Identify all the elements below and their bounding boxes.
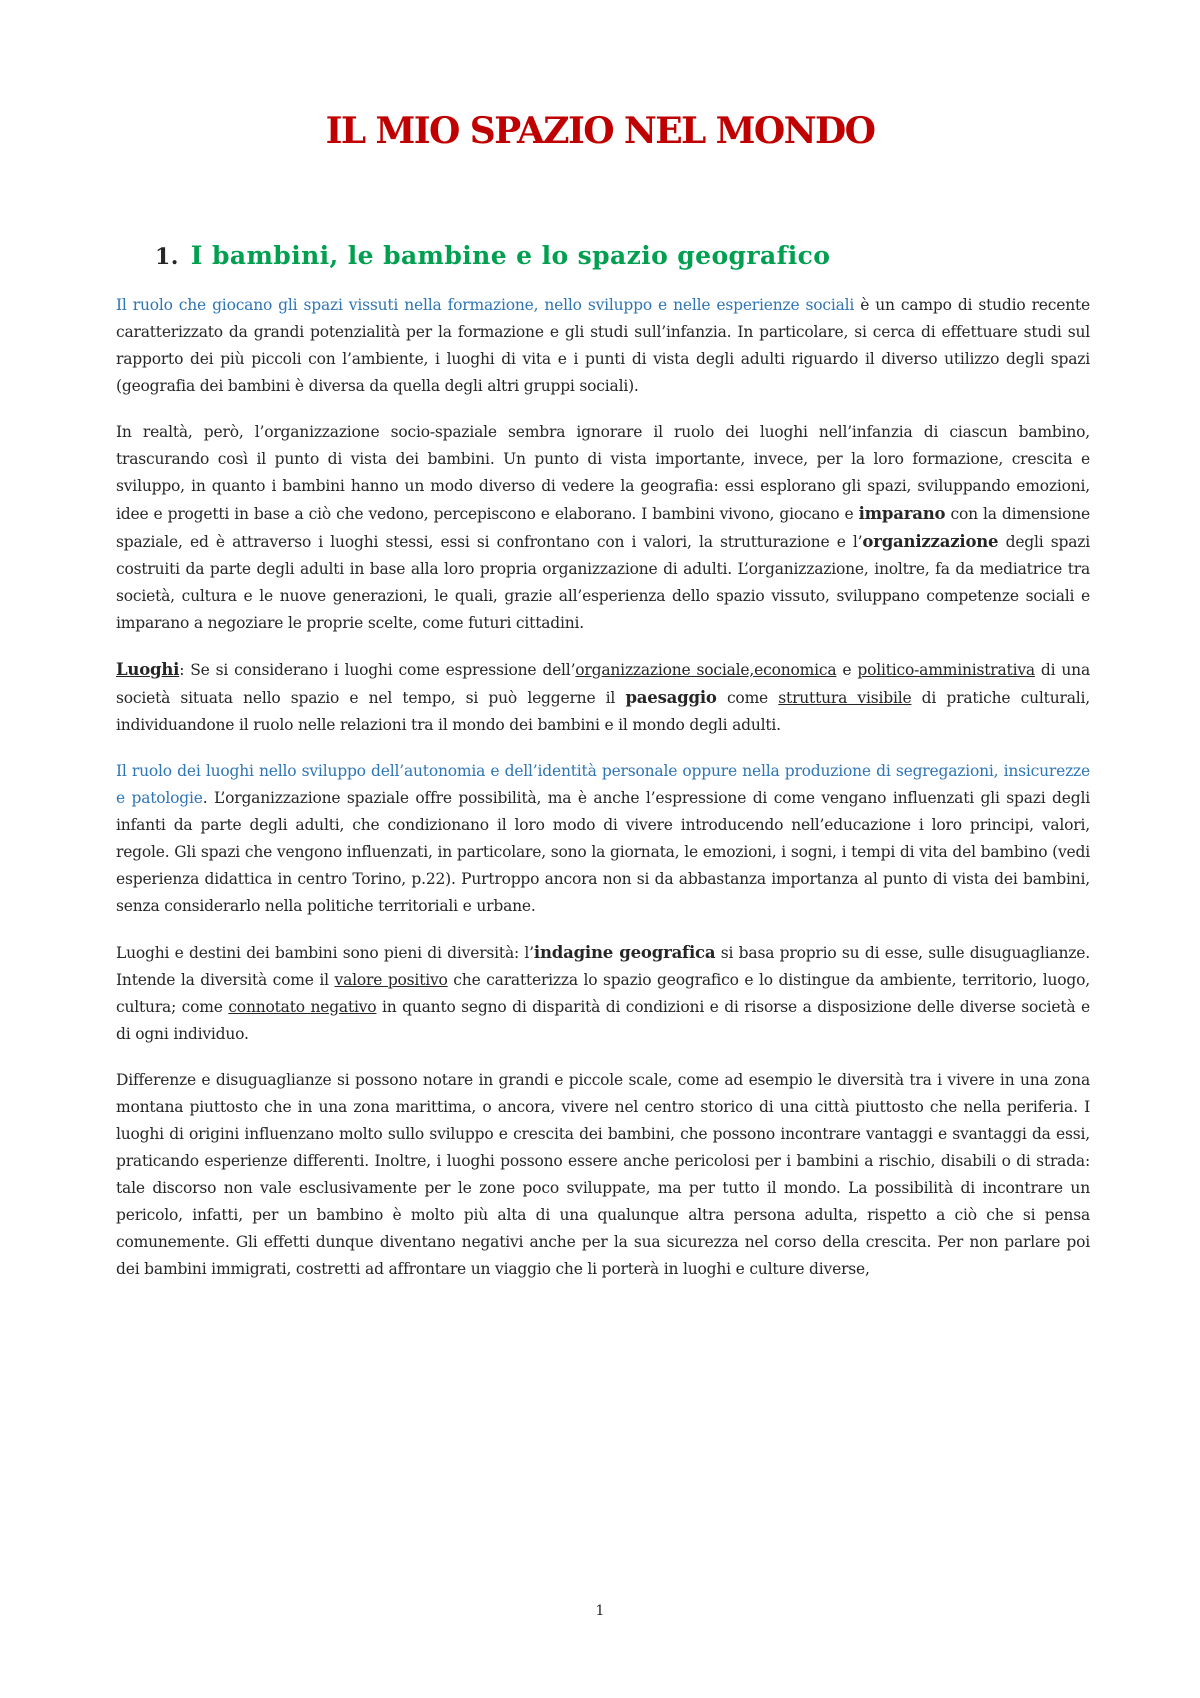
- paragraph-2: [116, 419, 1090, 637]
- section-title: I bambini, le bambine e lo spazio geografico: [190, 241, 831, 270]
- document-title: IL MIO SPAZIO NEL MONDO: [325, 110, 875, 152]
- bold-term: paesaggio: [625, 688, 717, 707]
- paragraph-text: . L’organizzazione spaziale offre possibilità, ma è anche l’espressione di come vengano influenzati gli spazi degli infanti da parte degli adulti, che condizionano il loro modo di vivere introducendo nell’educazione i loro principi, valori, regole. Gli spazi che vengono influenzati, in particolare, sono la giornata, le emozioni, i sogni, i tempi di vita del bambino (vedi esperienza didattica in centro Torino, p.22). Purtroppo ancora non si da abbastanza importanza al punto di vista dei bambini, senza considerarlo nella politiche territoriali e urbane.: [116, 789, 1090, 915]
- bold-term: organizzazione: [862, 532, 999, 551]
- paragraph-text: e: [836, 661, 858, 679]
- paragraph-text: degli spazi costruiti da parte degli adulti in base alla loro propria organizzazione di adulti. L’organizzazione, inoltre, fa da mediatrice tra società, cultura e le nuove generazioni, le quali, grazie all’esperienza dello spazio vissuto, sviluppano competenze sociali e imparano a negoziare le proprie scelte, come futuri cittadini.: [116, 533, 1090, 632]
- highlighted-lead: Il ruolo dei luoghi nello sviluppo dell’autonomia e dell’identità personale oppure nella produzione di segregazioni, insicurezze e patologie: [116, 762, 1090, 807]
- paragraph-4: [116, 758, 1090, 920]
- paragraph-text: che caratterizza lo spazio geografico e lo distingue da ambiente, territorio, luogo, cultura; come: [116, 971, 1090, 1016]
- underlined-term: politico-amministrativa: [857, 661, 1035, 679]
- bold-underlined-label: Luoghi: [116, 660, 180, 679]
- paragraph-6: Differenze e disuguaglianze si possono notare in grandi e piccole scale, come ad esempio le diversità tra i vivere in una zona montana piuttosto che in una zona marittima, o ancora, vivere nel centro storico di una città piuttosto che nella periferia. I luoghi di origini influenzano molto sullo sviluppo e crescita dei bambini, che possono incontrare vantaggi e svantaggi da essi, praticando esperienze differenti. Inoltre, i luoghi possono essere anche pericolosi per i bambini a rischio, disabili o di strada: tale discorso non vale esclusivamente per le zone poco sviluppate, ma per tutto il mondo. La possibilità di incontrare un pericolo, infatti, per un bambino è molto più alta di una qualunque altra persona adulta, rispetto a ciò che si pensa comunemente. Gli effetti dunque diventano negativi anche per la sua sicurezza nel corso della crescita. Per non parlare poi dei bambini immigrati, costretti ad affrontare un viaggio che li porterà in luoghi e culture diverse,: [116, 1071, 1090, 1278]
- document-body: [116, 292, 1090, 1302]
- bold-term: indagine geografica: [533, 943, 716, 962]
- section-number: 1.: [155, 244, 179, 270]
- highlighted-lead: Il ruolo che giocano gli spazi vissuti nella formazione, nello sviluppo e nelle esperienze sociali: [116, 296, 855, 314]
- underlined-term: organizzazione sociale,economica: [575, 661, 837, 679]
- section-heading: [155, 241, 830, 270]
- paragraph-text: di una società situata nello spazio e nel tempo, si può leggerne il: [116, 661, 1090, 707]
- underlined-term: struttura visibile: [778, 689, 912, 707]
- paragraph-text: con la dimensione spaziale, ed è attraverso i luoghi stessi, essi si confrontano con i valori, la strutturazione e l’: [116, 505, 1090, 551]
- paragraph-text: : Se si considerano i luoghi come espressione dell’: [179, 661, 576, 679]
- underlined-term: connotato negativo: [228, 998, 377, 1016]
- paragraph-text: In realtà, però, l’organizzazione socio-spaziale sembra ignorare il ruolo dei luoghi nell’infanzia di ciascun bambino, trascurando così il punto di vista dei bambini. Un punto di vista importante, invece, per la loro formazione, crescita e sviluppo, in quanto i bambini hanno un modo diverso di vedere la geografia: essi esplorano gli spazi, sviluppando emozioni, idee e progetti in base a ciò che vedono, percepiscono e elaborano. I bambini vivono, giocano e: [116, 423, 1090, 523]
- paragraph-1: [116, 292, 1090, 400]
- underlined-term: valore positivo: [334, 971, 448, 989]
- paragraph-text: Luoghi e destini dei bambini sono pieni di diversità: l’: [116, 944, 534, 962]
- paragraph-text: come: [716, 689, 779, 707]
- paragraph-text: di pratiche culturali, individuandone il ruolo nelle relazioni tra il mondo dei bambini e il mondo degli adulti.: [116, 689, 1090, 734]
- bold-term: imparano: [858, 504, 946, 523]
- paragraph-text: è un campo di studio recente caratterizzato da grandi potenzialità per la formazione e gli studi sull’infanzia. In particolare, si cerca di effettuare studi sul rapporto dei più piccoli con l’ambiente, i luoghi di vita e i punti di vista degli adulti riguardo il diverso utilizzo degli spazi (geografia dei bambini è diversa da quella degli altri gruppi sociali).: [116, 296, 1090, 395]
- paragraph-3: [116, 656, 1090, 739]
- page-number: 1: [595, 1603, 605, 1619]
- paragraph-5: [116, 939, 1090, 1048]
- paragraph-text: in quanto segno di disparità di condizioni e di risorse a disposizione delle diverse società e di ogni individuo.: [116, 998, 1090, 1043]
- paragraph-text: si basa proprio su di esse, sulle disuguaglianze. Intende la diversità come il: [116, 944, 1091, 989]
